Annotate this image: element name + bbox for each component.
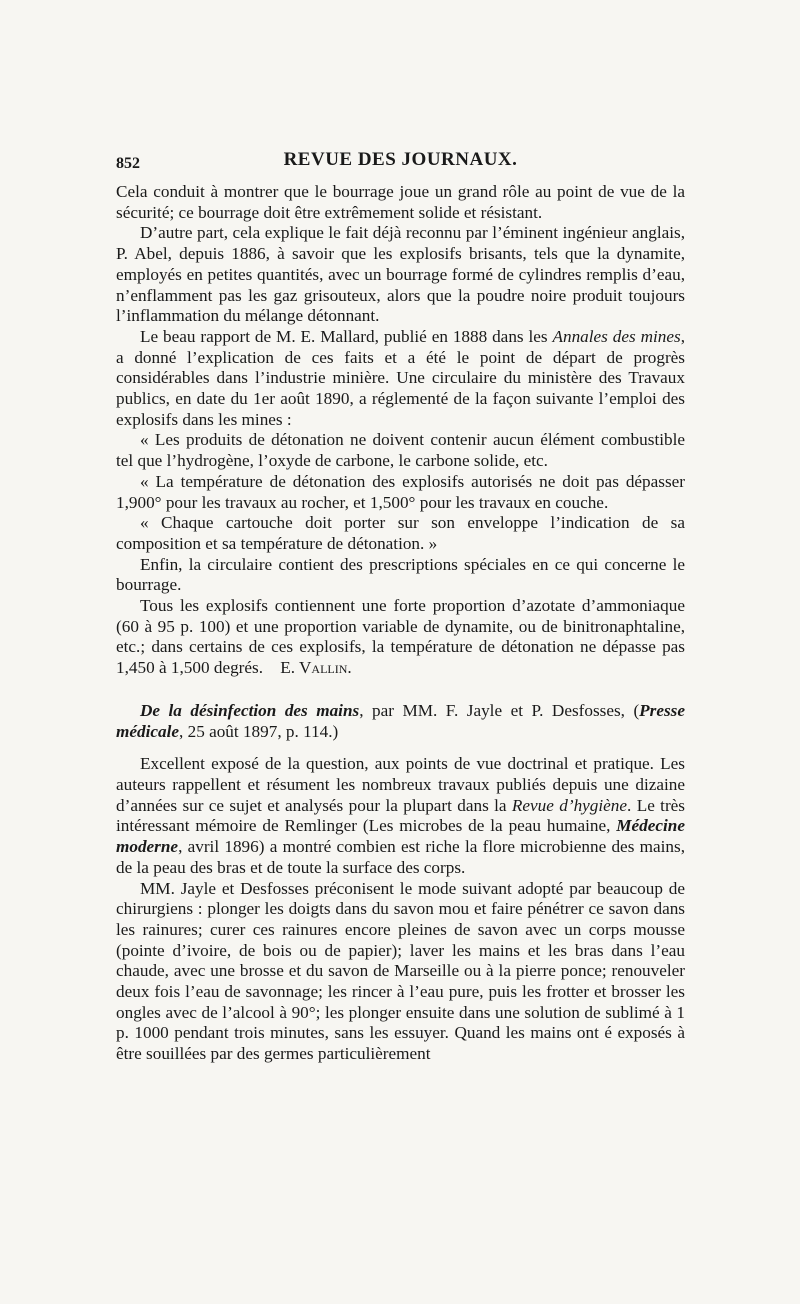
- paragraph-mallard-text-a: Le beau rapport de M. E. Mallard, publié en 1888 dans les: [140, 326, 553, 346]
- article-title-italic: De la désinfection des mains: [140, 700, 360, 720]
- page-header: [116, 150, 685, 174]
- paragraph-procedure: MM. Jayle et Desfosses préconisent le mode suivant adopté par beaucoup de chirurgiens : plonger les doigts dans du savon mou et faire pénétrer ce savon dans les rainures; curer ces rainures encore pleines de savon avec un corps mousse (pointe d’ivoire, de bois ou de papier); laver les mains et les bras dans l’eau chaude, avec une brosse et du savon de Marseille ou à la pierre ponce; renouveler deux fois l’eau de savonnage; les rincer à l’eau pure, puis les frotter et brosser les ongles avec de l’alcool à 90°; les plonger ensuite dans une solution de sublimé à 1 p. 1000 pendant trois minutes, sans les essuyer. Quand les mains ont é exposés à être souillées par des germes particulièrement: [116, 878, 685, 1064]
- paragraph-bourrage: Cela conduit à montrer que le bourrage joue un grand rôle au point de vue de la sécurité; ce bourrage doit être extrêmement solide et résistant.: [116, 182, 685, 222]
- annales-des-mines-title: Annales des mines: [552, 326, 681, 346]
- journal-page: [116, 150, 685, 1065]
- article-source-date: , 25 août 1897, p. 114.): [179, 721, 339, 741]
- page-number: 852: [116, 155, 140, 172]
- paragraph-expose-text-c: , avril 1896) a montré combien est riche la flore microbienne des mains, de la peau des bras et de toute la surface des corps.: [116, 837, 685, 877]
- paragraph-explosifs: [116, 596, 685, 679]
- article-title: [116, 701, 685, 742]
- article-source-journal: Presse médicale: [116, 700, 685, 741]
- author-signature: E. Vallin.: [280, 658, 352, 678]
- paragraph-circulaire: Enfin, la circulaire contient des prescriptions spéciales en ce qui concerne le bourrage.: [116, 554, 685, 595]
- paragraph-mallard-text-b: , a donné l’explication de ces faits et a été le point de départ de progrès considérables dans l’industrie minière. Une circulaire du ministère des Travaux publics, en date du 1er août 1890, a réglementé de la façon suivante l’emploi des explosifs dans les mines :: [116, 326, 685, 429]
- paragraph-mallard: [116, 327, 685, 431]
- paragraph-explosifs-text: Tous les explosifs contiennent une forte proportion d’azotate d’ammoniaque (60 à 95 p. 100) et une proportion variable de dynamite, ou de binitronaphtaline, etc.; dans certains de ces explosifs, la température de détonation ne dépasse pas 1,450 à 1,500 degrés.: [116, 596, 685, 678]
- paragraph-quote-temperature: « La température de détonation des explosifs autorisés ne doit pas dépasser 1,900° pour les travaux au rocher, et 1,500° pour les travaux en couche.: [116, 471, 685, 512]
- running-head: REVUE DES JOURNAUX.: [283, 149, 518, 170]
- paragraph-abel: D’autre part, cela explique le fait déjà reconnu par l’éminent ingénieur anglais, P. Abel, depuis 1886, à savoir que les explosifs brisants, tels que la dynamite, employés en petites quantités, avec un bourrage formé de cylindres remplis d’eau, n’enflamment pas les gaz grisouteux, alors que la poudre noire produit toujours l’inflammation du mélange détonnant.: [116, 223, 685, 326]
- paragraph-expose: [116, 754, 685, 878]
- revue-hygiene-title: Revue d’hygiène: [511, 795, 628, 815]
- paragraph-expose-text-b: . Le très intéressant mémoire de Remlinger (Les microbes de la peau humaine,: [116, 795, 685, 836]
- paragraph-quote-produits: « Les produits de détonation ne doivent contenir aucun élément combustible tel que l’hydrogène, l’oxyde de carbone, le carbone solide, etc.: [116, 430, 685, 471]
- paragraph-expose-text-a: Excellent exposé de la question, aux points de vue doctrinal et pratique. Les auteurs rappellent et résument les nombreux travaux publiés depuis une dizaine d’années sur ce sujet et analysés pour la plupart dans la: [116, 754, 685, 815]
- article-authors: , par MM. F. Jayle et P. Desfosses, (: [359, 700, 640, 720]
- medecine-moderne-title: Médecine moderne: [116, 816, 685, 857]
- paragraph-quote-cartouche: « Chaque cartouche doit porter sur son enveloppe l’indication de sa composition et sa température de détonation. »: [116, 513, 685, 553]
